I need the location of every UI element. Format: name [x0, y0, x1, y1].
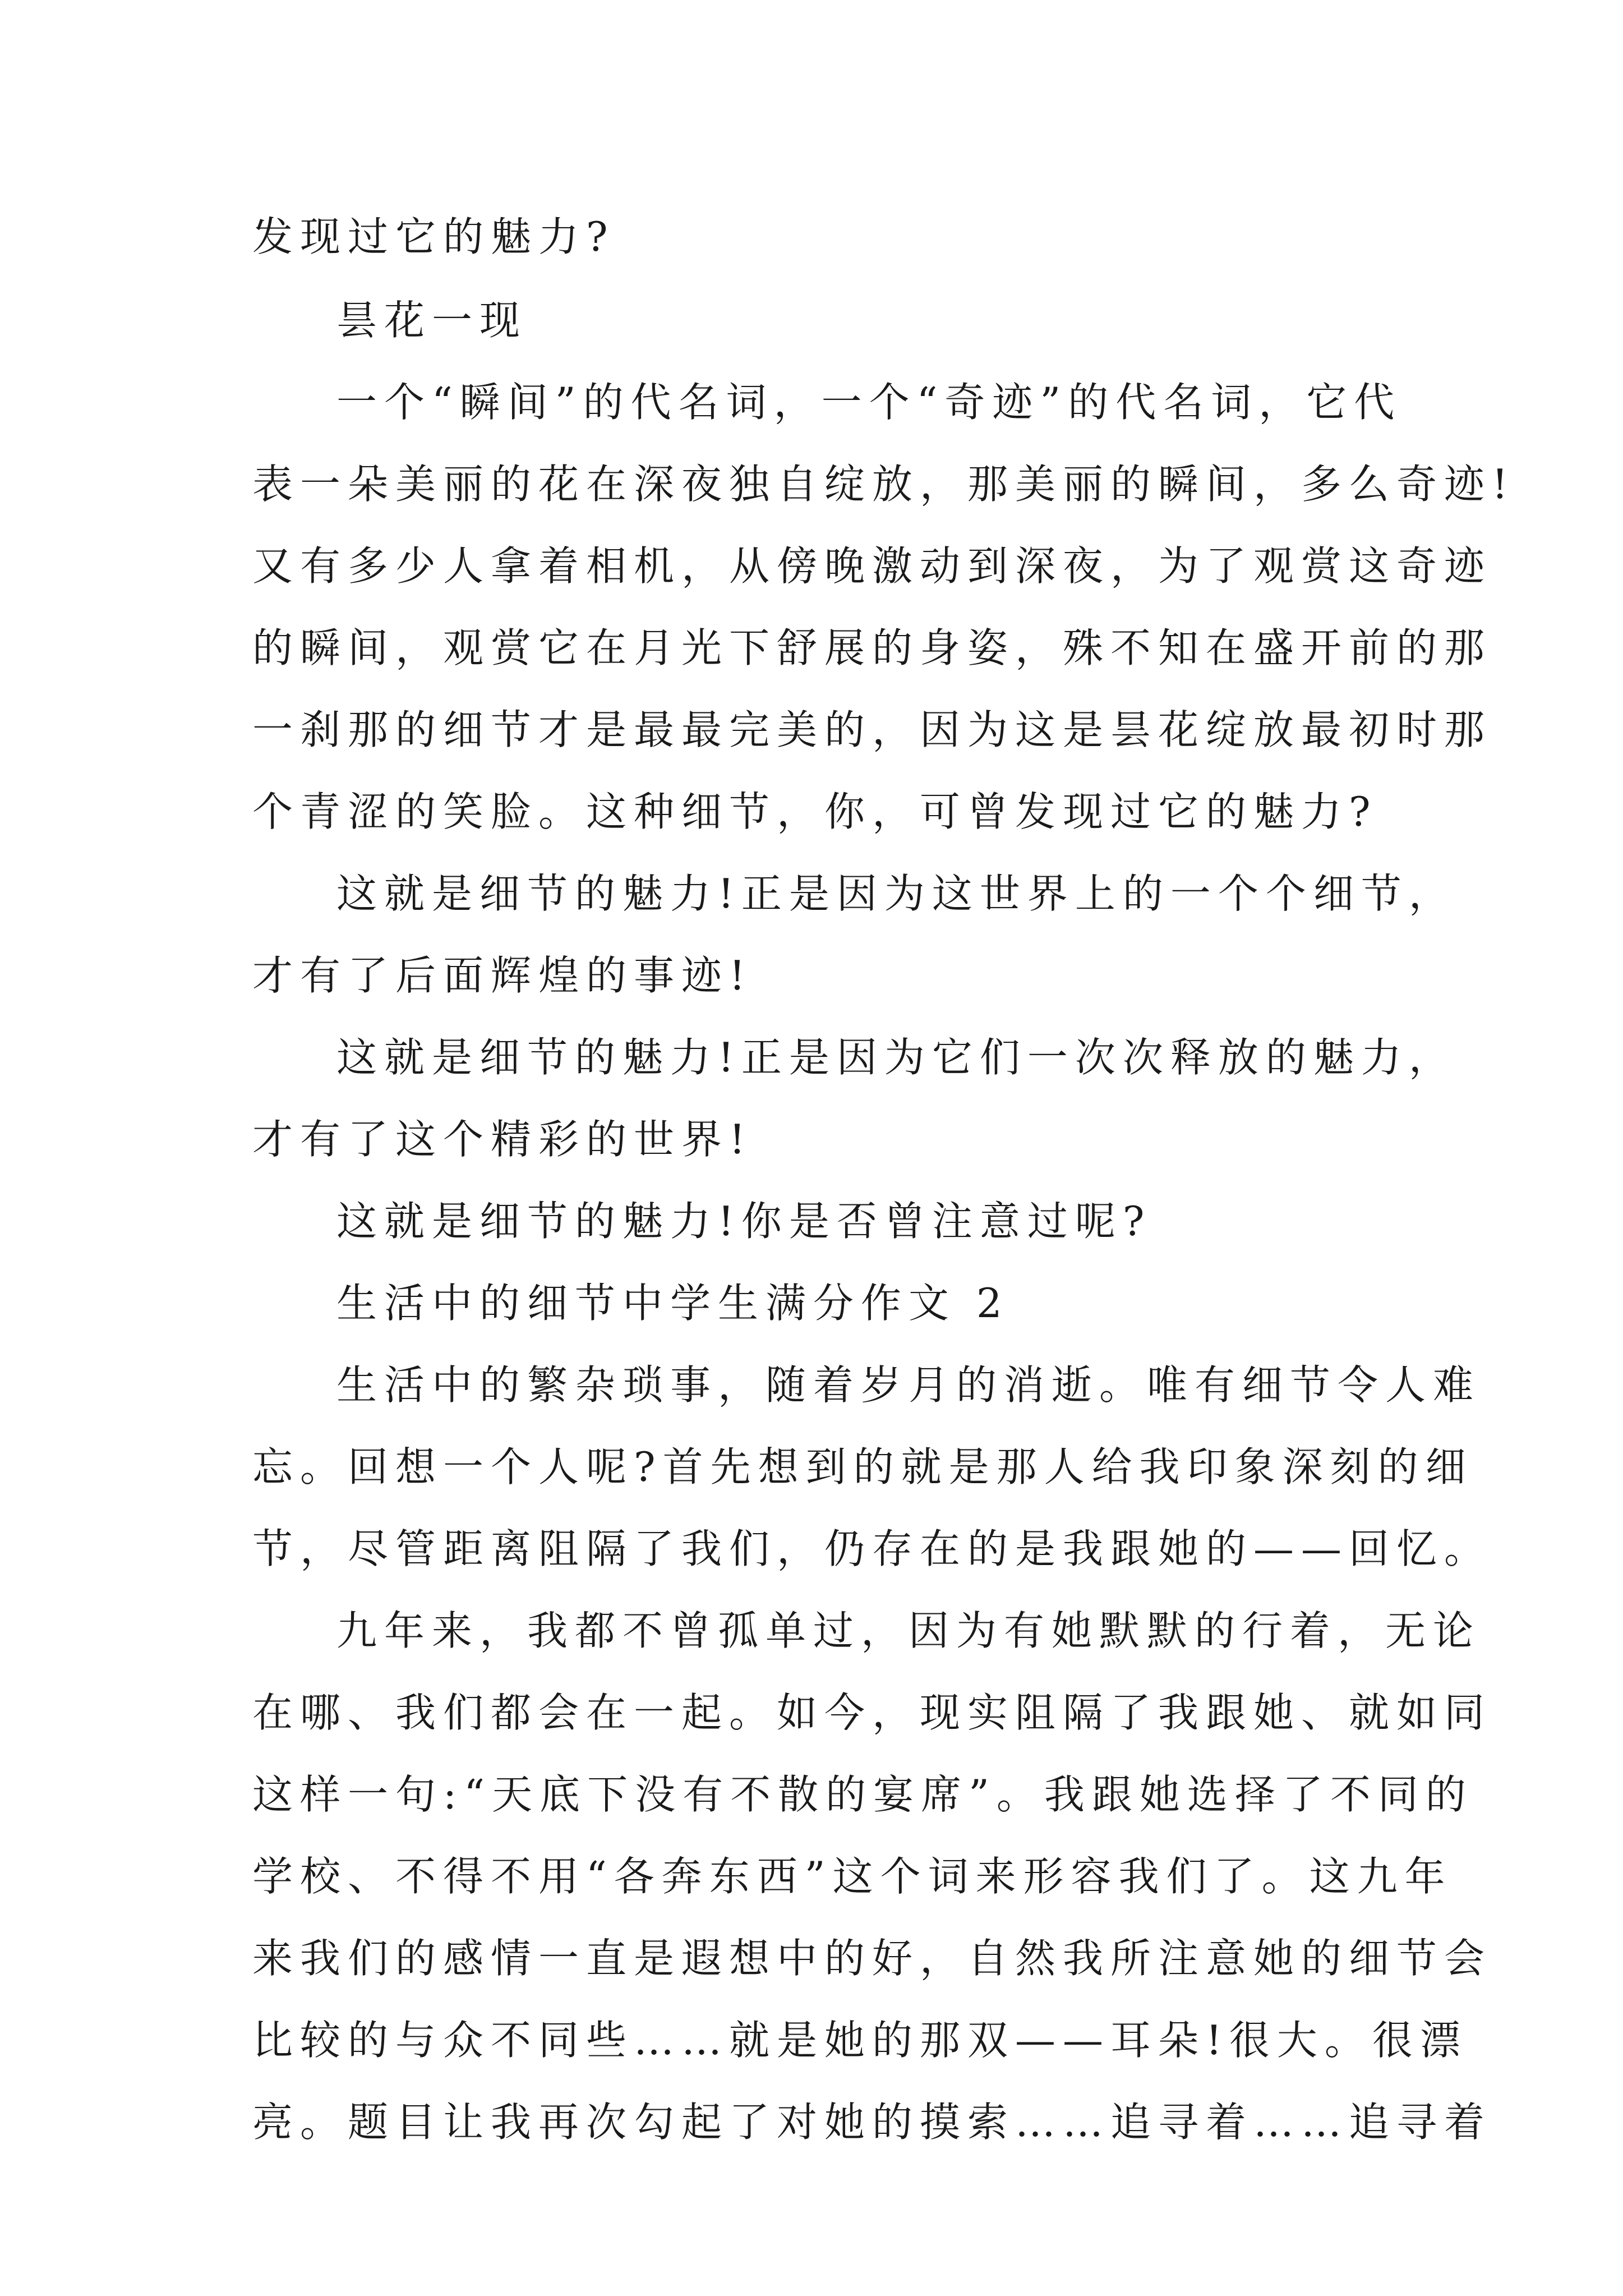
- text-line: 才有了这个精彩的世界!: [252, 1116, 753, 1163]
- text-line: 亮。题目让我再次勾起了对她的摸索……追寻着……追寻着: [252, 2099, 1492, 2146]
- text-line: 又有多少人拿着相机，从傍晚激动到深夜，为了观赏这奇迹: [252, 542, 1492, 590]
- text-line: 这样一句:“天底下没有不散的宴席”。我跟她选择了不同的: [252, 1771, 1473, 1818]
- section-heading: 生活中的细节中学生满分作文 2: [336, 1280, 1009, 1327]
- text-line: 生活中的繁杂琐事，随着岁月的消逝。唯有细节令人难: [336, 1361, 1481, 1409]
- text-line: 学校、不得不用“各奔东西”这个词来形容我们了。这九年: [252, 1853, 1453, 1900]
- text-line: 这就是细节的魅力!你是否曾注意过呢?: [336, 1198, 1152, 1245]
- text-line: 一刹那的细节才是最最完美的，因为这是昙花绽放最初时那: [252, 706, 1492, 753]
- text-line: 在哪、我们都会在一起。如今，现实阻隔了我跟她、就如同: [252, 1689, 1492, 1736]
- text-line: 一个“瞬间”的代名词，一个“奇迹”的代名词，它代: [336, 379, 1402, 426]
- text-line: 个青涩的笑脸。这种细节，你，可曾发现过它的魅力?: [252, 788, 1378, 835]
- text-line: 发现过它的魅力?: [252, 213, 615, 260]
- text-line: 忘。回想一个人呢?首先想到的就是那人给我印象深刻的细: [252, 1443, 1473, 1490]
- text-line: 才有了后面辉煌的事迹!: [252, 952, 753, 999]
- text-line: 这就是细节的魅力!正是因为这世界上的一个个细节，: [336, 870, 1456, 917]
- text-line: 比较的与众不同些……就是她的那双——耳朵!很大。很漂: [252, 2017, 1468, 2064]
- text-line: 节，尽管距离阻隔了我们，仍存在的是我跟她的——回忆。: [252, 1525, 1492, 1572]
- text-line: 来我们的感情一直是遐想中的好，自然我所注意她的细节会: [252, 1935, 1492, 1982]
- text-line: 这就是细节的魅力!正是因为它们一次次释放的魅力，: [336, 1034, 1456, 1081]
- text-line: 表一朵美丽的花在深夜独自绽放，那美丽的瞬间，多么奇迹!: [252, 461, 1515, 508]
- text-line: 九年来，我都不曾孤单过，因为有她默默的行着，无论: [336, 1607, 1481, 1654]
- text-line: 的瞬间，观赏它在月光下舒展的身姿，殊不知在盛开前的那: [252, 624, 1492, 671]
- section-heading: 昙花一现: [336, 297, 528, 344]
